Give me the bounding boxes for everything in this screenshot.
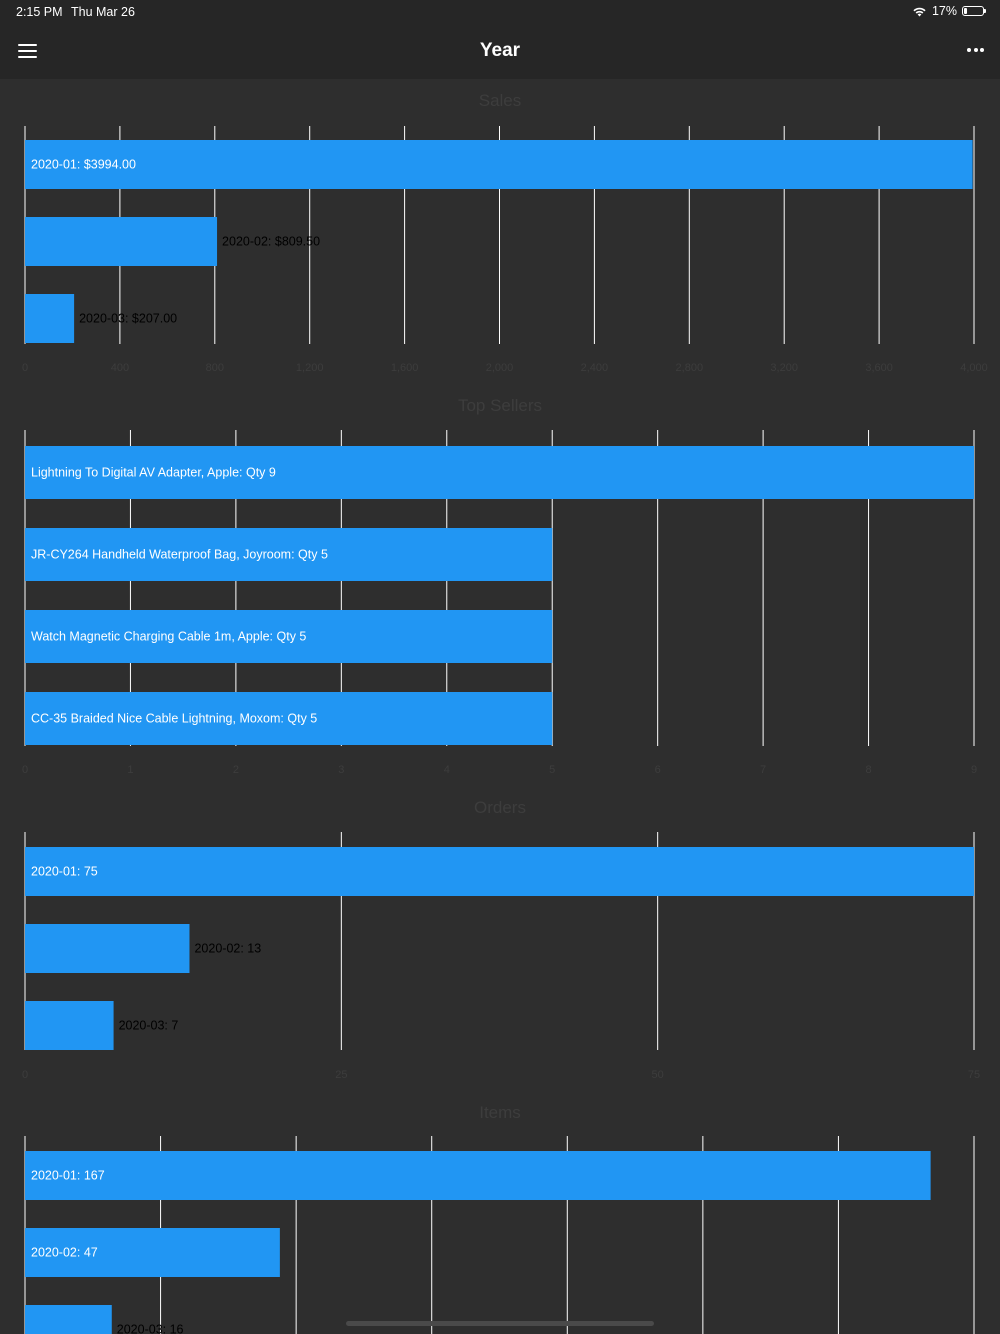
bar-data-label: 2020-02: $809.50	[222, 234, 321, 249]
page-title: Year	[479, 40, 521, 61]
ellipsis-more-icon[interactable]	[967, 48, 984, 54]
wifi-icon	[912, 6, 927, 17]
bar-data-label: 2020-01: 75	[31, 864, 98, 879]
orders-chart-title: Orders	[474, 798, 526, 817]
x-tick-label: 2,400	[580, 362, 609, 374]
x-tick-label: 2	[232, 764, 239, 776]
x-tick-label: 1	[127, 764, 134, 776]
x-tick-label: 0	[21, 362, 29, 374]
x-tick-label: 2,000	[485, 362, 514, 374]
x-tick-label: 1,600	[390, 362, 419, 374]
x-tick-label: 6	[654, 764, 661, 776]
bar-data-label: 2020-03: 7	[118, 1018, 179, 1033]
bar-data-label: JR-CY264 Handheld Waterproof Bag, Joyroom: Qty 5	[31, 547, 328, 562]
items-chart	[0, 1136, 1000, 1334]
top-sellers-chart	[0, 430, 1000, 782]
bar[interactable]	[25, 924, 189, 973]
bar[interactable]	[25, 140, 973, 189]
bar-data-label: 2020-02: 47	[31, 1245, 98, 1260]
bar[interactable]	[25, 1151, 931, 1200]
battery-fill	[964, 8, 967, 14]
bar-data-label: 2020-03: $207.00	[79, 311, 178, 326]
bar-data-label: 2020-01: $3994.00	[31, 157, 136, 172]
x-tick-label: 9	[970, 764, 978, 776]
x-tick-label: 800	[205, 362, 224, 374]
bar-data-label: 2020-01: 167	[31, 1168, 105, 1183]
x-tick-label: 400	[110, 362, 130, 374]
bar-data-label: Lightning To Digital AV Adapter, Apple: Qty 9	[31, 465, 276, 480]
status-bar	[0, 0, 1000, 24]
bar-data-label: 2020-02: 13	[194, 941, 262, 956]
bar[interactable]	[25, 1305, 112, 1334]
items-chart-title: Items	[479, 1103, 521, 1122]
x-tick-label: 75	[967, 1069, 981, 1081]
x-tick-label: 0	[21, 764, 29, 776]
x-tick-label: 2,800	[675, 362, 704, 374]
x-tick-label: 3,200	[770, 362, 798, 374]
status-date: Thu Mar 26	[71, 5, 135, 19]
top-sellers-chart-title: Top Sellers	[457, 396, 543, 415]
bar[interactable]	[25, 217, 217, 266]
home-indicator	[346, 1321, 654, 1326]
sales-chart	[0, 126, 1000, 376]
bar-data-label: Watch Magnetic Charging Cable 1m, Apple: Qty 5	[31, 629, 307, 644]
orders-chart	[0, 832, 1000, 1082]
bar[interactable]	[25, 847, 974, 896]
x-tick-label: 3	[338, 764, 345, 776]
x-tick-label: 5	[549, 764, 556, 776]
x-tick-label: 4,000	[960, 362, 988, 374]
status-right	[912, 4, 984, 18]
x-tick-label: 7	[760, 764, 767, 776]
battery-icon	[962, 6, 984, 16]
sales-chart-title: Sales	[478, 91, 522, 110]
x-tick-label: 4	[443, 764, 450, 776]
battery-percent: 17%	[931, 4, 957, 18]
x-tick-label: 1,200	[295, 362, 324, 374]
navigation-bar	[0, 24, 1000, 79]
x-tick-label: 8	[865, 764, 872, 776]
bar-data-label: 2020-03: 16	[116, 1322, 184, 1334]
x-tick-label: 0	[21, 1069, 29, 1081]
status-time: 2:15 PM	[16, 5, 63, 19]
bar-data-label: CC-35 Braided Nice Cable Lightning, Moxom: Qty 5	[31, 711, 318, 726]
bar[interactable]	[25, 1001, 114, 1050]
x-tick-label: 50	[651, 1069, 664, 1081]
x-tick-label: 3,600	[865, 362, 893, 374]
x-tick-label: 25	[335, 1069, 348, 1081]
bar[interactable]	[25, 294, 74, 343]
